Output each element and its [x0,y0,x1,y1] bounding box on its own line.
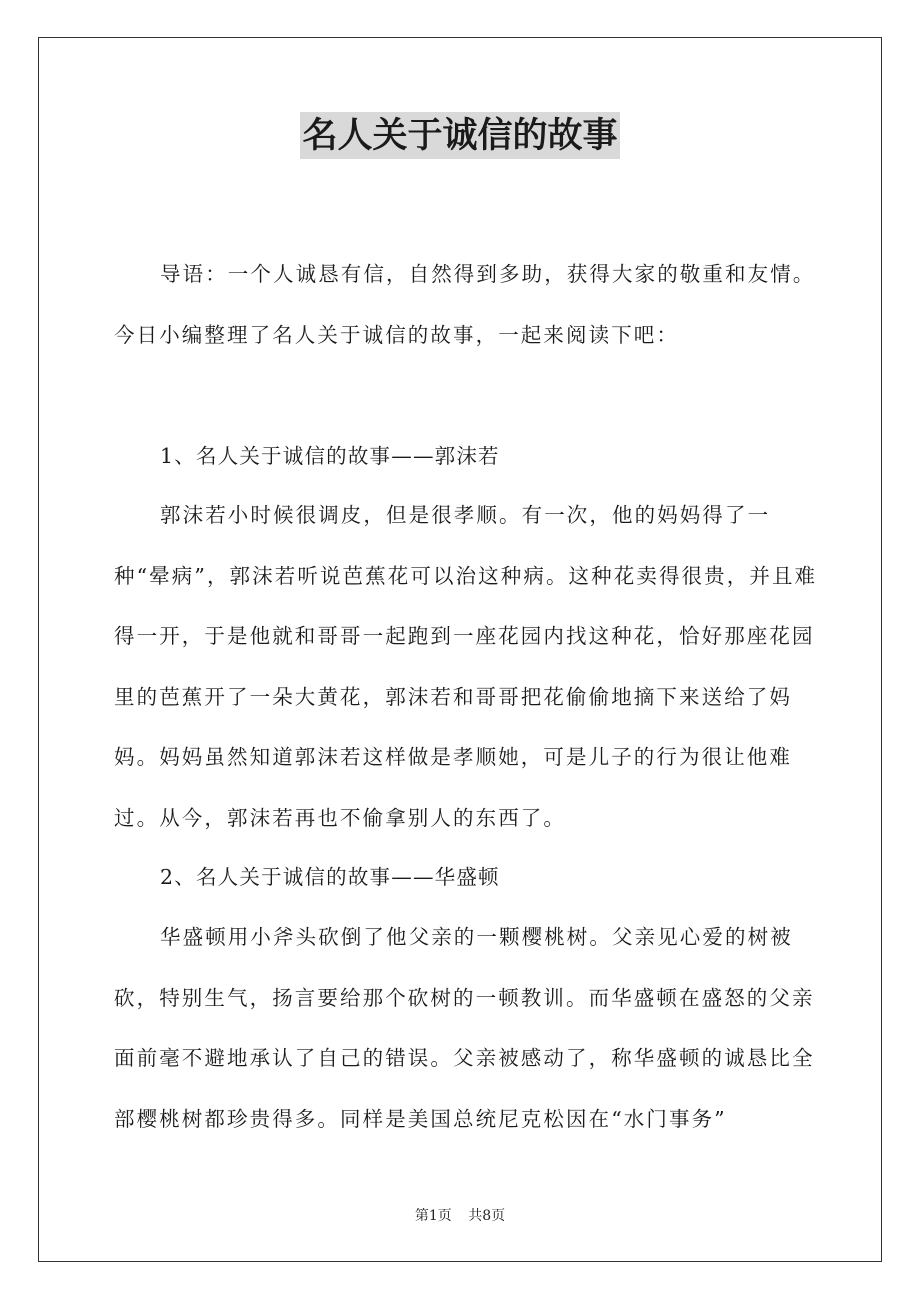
document-title [0,112,920,159]
page-total-label: 共8页 [468,1208,506,1224]
section-body-1: 郭沫若小时候很调皮，但是很孝顺。有一次，他的妈妈得了一种“晕病”，郭沫若听说芭蕉花可以治这种病。这种花卖得很贵，并且难得一开，于是他就和哥哥一起跑到一座花园内找这种花，恰好那座花园里的芭蕉开了一朵大黄花，郭沫若和哥哥把花偷偷地摘下来送给了妈妈。妈妈虽然知道郭沫若这样做是孝顺她，可是儿子的行为很让他难过。从今，郭沫若再也不偷拿别人的东西了。 [114,503,818,830]
page-current-label: 第1页 [414,1208,452,1224]
section-heading-1: 1、名人关于诚信的故事——郭沫若 [160,444,500,468]
document-title-text: 名人关于诚信的故事 [300,112,619,159]
page-footer [0,1207,920,1225]
section-body-2: 华盛顿用小斧头砍倒了他父亲的一颗樱桃树。父亲见心爱的树被砍，特别生气，扬言要给那个砍树的一顿教训。而华盛顿在盛怒的父亲面前毫不避地承认了自己的错误。父亲被感动了，称华盛顿的诚恳比全部樱桃树都珍贵得多。同样是美国总统尼克松因在“水门事务” [114,925,815,1131]
intro-paragraph: 导语：一个人诚恳有信，自然得到多助，获得大家的敬重和友情。今日小编整理了名人关于诚信的故事，一起来阅读下吧： [114,262,816,347]
section-heading-2: 2、名人关于诚信的故事——华盛顿 [160,865,500,889]
